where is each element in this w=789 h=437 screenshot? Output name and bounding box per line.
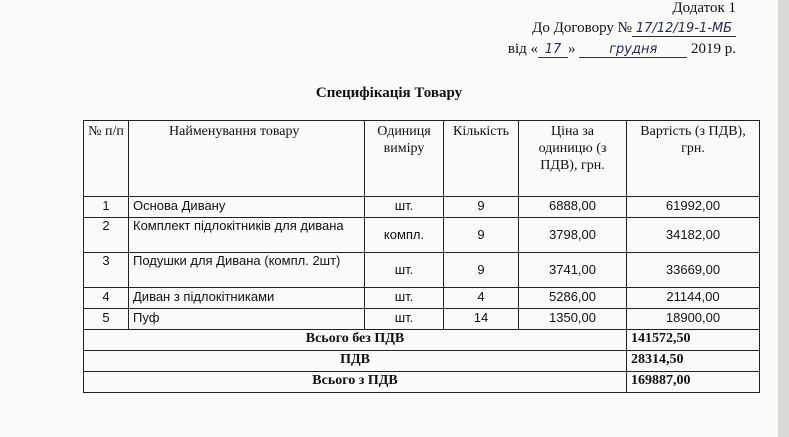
row-quantity: 9	[444, 218, 519, 253]
row-name: Диван з підлокітниками	[129, 288, 365, 309]
subtotal-row	[84, 330, 760, 351]
grand-total-label: Всього з ПДВ	[84, 372, 627, 393]
row-name: Подушки для Дивана (компл. 2шт)	[129, 253, 365, 288]
document-title: Специфікація Товару	[315, 85, 463, 101]
col-header-price: Ціна за одиницю (з ПДВ), грн.	[519, 121, 627, 197]
row-number: 1	[84, 197, 129, 218]
row-quantity: 14	[444, 309, 519, 330]
row-total: 33669,00	[627, 253, 760, 288]
table-row	[84, 309, 760, 330]
col-header-name: Найменування товару	[129, 121, 365, 197]
appendix-label: Додаток 1	[672, 0, 736, 16]
col-header-number: № п/п	[84, 121, 129, 197]
table-row	[84, 253, 760, 288]
date-quote-close: »	[568, 41, 576, 57]
specification-table	[83, 120, 760, 393]
grand-total-value: 169887,00	[627, 372, 760, 393]
table-row	[84, 218, 760, 253]
row-unit: шт.	[365, 288, 444, 309]
row-price: 3798,00	[519, 218, 627, 253]
grand-total-row	[84, 372, 760, 393]
row-name: Пуф	[129, 309, 365, 330]
contract-prefix: До Договору №	[532, 20, 632, 36]
row-number: 4	[84, 288, 129, 309]
row-quantity: 9	[444, 253, 519, 288]
row-total: 21144,00	[627, 288, 760, 309]
row-price: 1350,00	[519, 309, 627, 330]
date-day: 17	[538, 42, 568, 58]
row-quantity: 4	[444, 288, 519, 309]
contract-number: 17/12/19-1-МБ	[632, 21, 736, 37]
row-total: 61992,00	[627, 197, 760, 218]
row-unit: компл.	[365, 218, 444, 253]
table-row	[84, 197, 760, 218]
row-number: 2	[84, 218, 129, 253]
table-row	[84, 288, 760, 309]
subtotal-label: Всього без ПДВ	[84, 330, 627, 351]
col-header-total: Вартість (з ПДВ), грн.	[627, 121, 760, 197]
row-price: 3741,00	[519, 253, 627, 288]
row-number: 3	[84, 253, 129, 288]
date-year: 2019 р.	[691, 41, 736, 57]
vat-value: 28314,50	[627, 351, 760, 372]
row-quantity: 9	[444, 197, 519, 218]
vat-row	[84, 351, 760, 372]
date-prefix: від «	[507, 41, 538, 57]
contract-date	[508, 41, 736, 58]
row-name: Комплект підлокітників для дивана	[129, 218, 365, 253]
table-header-row	[84, 121, 760, 197]
col-header-unit: Одиниця виміру	[365, 121, 444, 197]
subtotal-value: 141572,50	[627, 330, 760, 351]
page-edge-shadow	[778, 0, 789, 437]
row-price: 5286,00	[519, 288, 627, 309]
row-unit: шт.	[365, 253, 444, 288]
col-header-quantity: Кількість	[444, 121, 519, 197]
row-price: 6888,00	[519, 197, 627, 218]
row-unit: шт.	[365, 197, 444, 218]
contract-reference	[532, 20, 736, 37]
row-total: 18900,00	[627, 309, 760, 330]
date-month: грудня	[579, 42, 687, 58]
row-unit: шт.	[365, 309, 444, 330]
row-total: 34182,00	[627, 218, 760, 253]
row-number: 5	[84, 309, 129, 330]
row-name: Основа Дивану	[129, 197, 365, 218]
vat-label: ПДВ	[84, 351, 627, 372]
